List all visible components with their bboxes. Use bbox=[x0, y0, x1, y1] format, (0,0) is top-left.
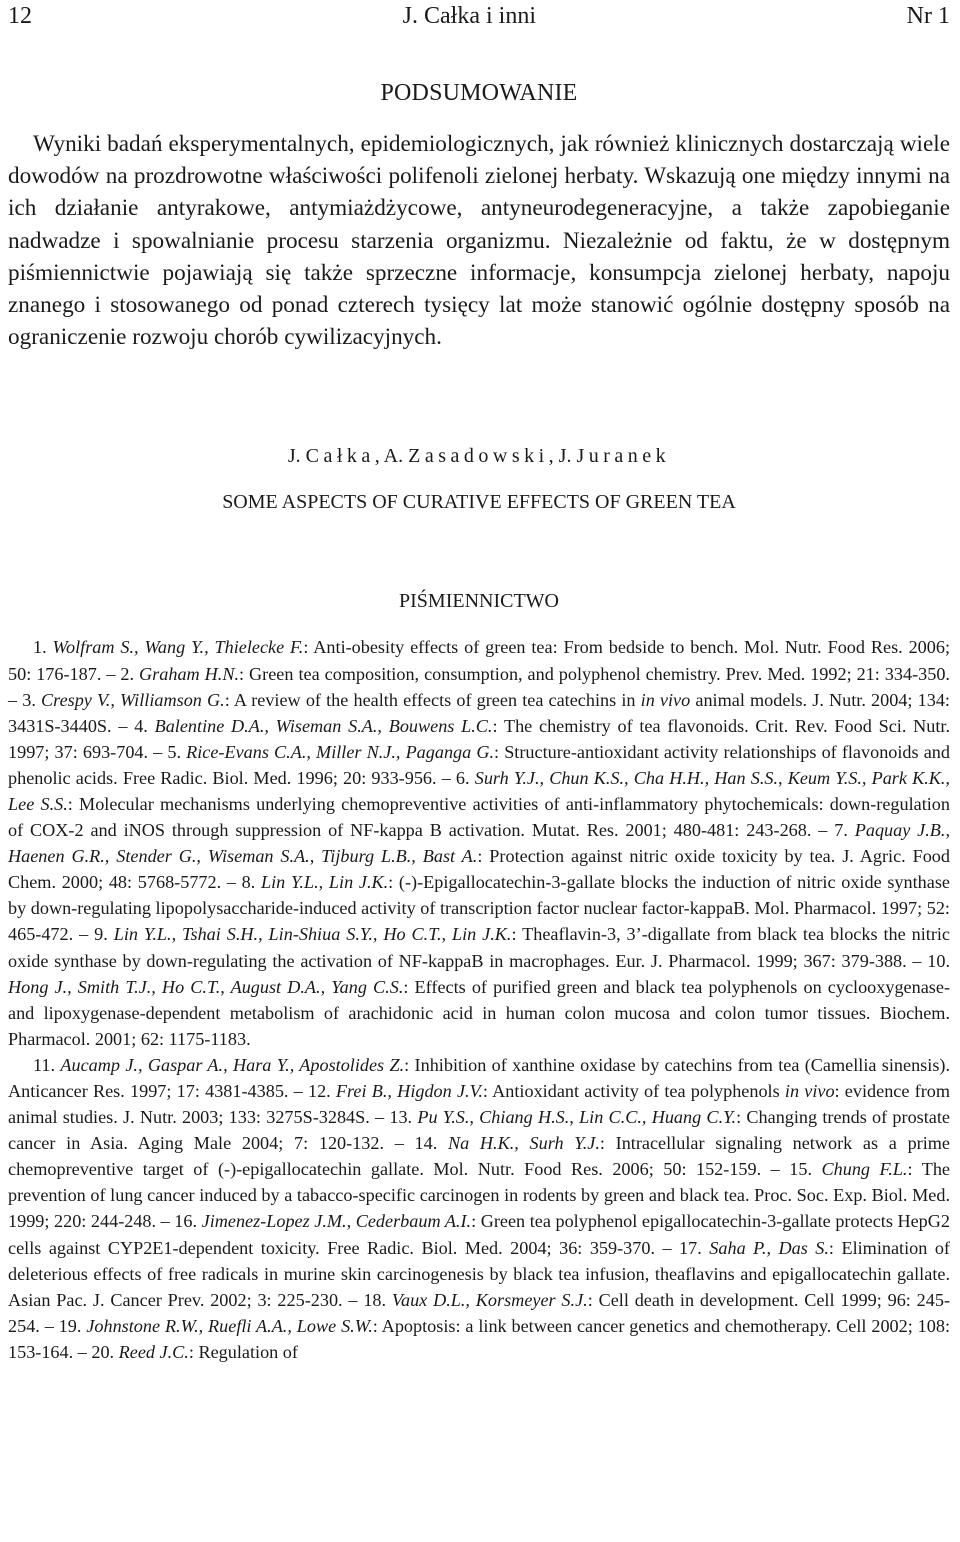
running-header bbox=[8, 0, 950, 32]
reference-authors: in vivo bbox=[640, 689, 691, 710]
reference-text: : A review of the health effects of green tea catechins in bbox=[224, 689, 641, 710]
reference-text: 1. bbox=[33, 637, 53, 658]
references-heading: PIŚMIENNICTWO bbox=[399, 590, 559, 613]
running-title: J. Całka i inni bbox=[402, 3, 536, 29]
references-list bbox=[8, 634, 950, 1365]
reference-authors: Lin Y.L., Tshai S.H., Lin-Shiua S.Y., Ho C.T., Lin J.K. bbox=[113, 924, 512, 945]
issue-number: Nr 1 bbox=[906, 3, 950, 29]
reference-text: : Anti-obesity effects of green tea: From bedside to bench. Mol. Nutr. Food Res. 2006; 50: 176-187. – 2. bbox=[8, 637, 950, 684]
author-name: Całka bbox=[305, 445, 375, 468]
reference-text: : Molecular mechanisms underlying chemopreventive activities of anti-inflammatory phytochemicals: down-regulation of COX-2 and iNOS through suppression of NF-kappa B activation. Mutat. Res. 2001; 480-481: 243-268. – 7. bbox=[8, 793, 950, 841]
reference-text: : Intracellular signaling network as a prime chemopreventive target of (-)-epigallocatechin gallate. Mol. Nutr. Food Res. 2006; 50: 152-159. – 15. bbox=[8, 1133, 950, 1180]
reference-authors: Chung F.L. bbox=[821, 1159, 908, 1180]
english-title: SOME ASPECTS OF CURATIVE EFFECTS OF GREEN TEA bbox=[222, 491, 736, 514]
reference-authors: Crespy V., Williamson G. bbox=[41, 689, 225, 710]
reference-authors: Graham H.N. bbox=[139, 663, 240, 684]
reference-text: : Apoptosis: a link between cancer genetics and chemotherapy. Cell 2002; 108: 153-164. – 20. bbox=[8, 1315, 951, 1362]
author-name: Zasadowski bbox=[408, 445, 549, 468]
reference-text: : The chemistry of tea flavonoids. Crit. Rev. Food Sci. Nutr. 1997; 37: 693-704. – 5. bbox=[8, 715, 951, 762]
reference-authors: Rice-Evans C.A., Miller N.J., Paganga G. bbox=[186, 741, 495, 762]
page-number: 12 bbox=[8, 3, 32, 29]
reference-authors: Balentine D.A., Wiseman S.A., Bouwens L.C. bbox=[154, 715, 493, 736]
reference-authors: in vivo bbox=[784, 1081, 835, 1102]
author-initial: , J. bbox=[548, 445, 577, 468]
reference-authors: Saha P., Das S. bbox=[709, 1237, 829, 1258]
reference-text: : Antioxidant activity of tea polyphenols bbox=[482, 1081, 785, 1102]
english-authors bbox=[8, 443, 950, 469]
reference-text: animal models. J. Nutr. 2004; 134: 3431S-3440S. – 4. bbox=[8, 689, 950, 736]
summary-paragraph: Wyniki badań eksperymentalnych, epidemiologicznych, jak również klinicznych dostarczają wiele dowodów na prozdrowotne właściwości polifenoli zielonej herbaty. Wskazują one między innymi na ich działanie antyrakowe, antymiażdżycowe, antyneurodegeneracyjne, a także zapobieganie nadwadze i spowalnianie procesu starzenia organizmu. Niezależnie od faktu, że w dostępnym piśmiennictwie pojawiają się także sprzeczne informacje, konsumpcja zielonej herbaty, napoju znanego i stosowanego od ponad czterech tysięcy lat może stanowić ogólnie dostępny sposób na ograniczenie rozwoju chorób cywilizacyjnych. bbox=[8, 131, 950, 351]
reference-authors: Hong J., Smith T.J., Ho C.T., August D.A., Yang C.S. bbox=[8, 976, 404, 997]
reference-text: : Theaflavin-3, 3’-digallate from black tea blocks the nitric oxide synthase by down-regulating the activation of NF-kappaB in macrophages. Eur. J. Pharmacol. 1999; 367: 379-388. – 10. bbox=[8, 924, 951, 971]
reference-text: : Structure-antioxidant activity relationships of flavonoids and phenolic acids. Free Radic. Biol. Med. 1996; 20: 933-956. – 6. bbox=[8, 741, 950, 788]
reference-text: : Cell death in development. Cell 1999; 96: 245-254. – 19. bbox=[8, 1289, 951, 1336]
reference-text: : Effects of purified green and black tea polyphenols on cyclooxygenase- and lipoxygenase-dependent metabolism of arachidonic acid in human colon mucosa and colon tumor tissues. Biochem. Pharmacol. 2001; 62: 1175-1183. bbox=[8, 976, 950, 1049]
reference-authors: Wolfram S., Wang Y., Thielecke F. bbox=[52, 637, 304, 658]
reference-text: : Regulation of bbox=[188, 1341, 298, 1362]
reference-authors: Frei B., Higdon J.V. bbox=[335, 1081, 483, 1102]
reference-text: : Inhibition of xanthine oxidase by catechins from tea (Camellia sinensis). Anticancer Res. 1997; 17: 4381-4385. – 12. bbox=[8, 1054, 950, 1102]
reference-text: : (-)-Epigallocatechin-3-gallate blocks the induction of nitric oxide synthase by down-regulating lipopolysaccharide-induced activity of transcription factor nuclear factor-kappaB. Mol. Pharmacol. 1997; 52: 465-472. – 9. bbox=[8, 872, 950, 945]
reference-text: 11. bbox=[33, 1054, 61, 1075]
summary-heading: PODSUMOWANIE bbox=[380, 80, 578, 106]
reference-text: : The prevention of lung cancer induced by a tabacco-specific carcinogen in rodents by green and black tea. Proc. Soc. Exp. Biol. Med. 1999; 220: 244-248. – 16. bbox=[8, 1159, 950, 1232]
reference-authors: Aucamp J., Gaspar A., Hara Y., Apostolides Z. bbox=[60, 1054, 405, 1075]
reference-text: : Green tea polyphenol epigallocatechin-3-gallate protects HepG2 cells against CYP2E1-dependent toxicity. Free Radic. Biol. Med. 2004; 36: 359-370. – 17. bbox=[8, 1211, 950, 1258]
author-initial: , A. bbox=[374, 445, 409, 468]
reference-authors: Jimenez-Lopez J.M., Cederbaum A.I. bbox=[201, 1211, 472, 1232]
reference-text: : Protection against nitric oxide toxicity by tea. J. Agric. Food Chem. 2000; 48: 5768-5772. – 8. bbox=[8, 846, 950, 893]
reference-authors: Reed J.C. bbox=[118, 1341, 189, 1362]
reference-authors: Surh Y.J., Chun K.S., Cha H.H., Han S.S., Keum Y.S., Park K.K., Lee S.S. bbox=[8, 767, 950, 814]
reference-text: : evidence from animal studies. J. Nutr. 2003; 133: 3275S-3284S. – 13. bbox=[8, 1081, 950, 1128]
reference-authors: Na H.K., Surh Y.J. bbox=[447, 1133, 600, 1154]
reference-authors: Paquay J.B., Haenen G.R., Stender G., Wiseman S.A., Tijburg L.B., Bast A. bbox=[8, 820, 950, 867]
reference-authors: Vaux D.L., Korsmeyer S.J. bbox=[391, 1289, 588, 1310]
reference-text: : Elimination of deleterious effects of free radicals in murine skin carcinogenesis by black tea infusion, theaflavins and epigallocatechin gallate. Asian Pac. J. Cancer Prev. 2002; 3: 225-230. – 18. bbox=[8, 1237, 950, 1310]
author-initial: J. bbox=[287, 445, 306, 468]
reference-authors: Lin Y.L., Lin J.K. bbox=[261, 872, 389, 893]
references-paragraph-2 bbox=[8, 1052, 950, 1365]
reference-text: : Green tea composition, consumption, and polyphenol chemistry. Prev. Med. 1992; 21: 334-350. – 3. bbox=[8, 663, 950, 710]
reference-text: : Changing trends of prostate cancer in Asia. Aging Male 2004; 7: 120-132. – 14. bbox=[8, 1107, 950, 1154]
references-paragraph-1 bbox=[8, 634, 950, 1052]
reference-authors: Pu Y.S., Chiang H.S., Lin C.C., Huang C.Y. bbox=[417, 1107, 737, 1128]
author-name: Juranek bbox=[576, 445, 671, 468]
reference-authors: Johnstone R.W., Ruefli A.A., Lowe S.W. bbox=[86, 1315, 373, 1336]
